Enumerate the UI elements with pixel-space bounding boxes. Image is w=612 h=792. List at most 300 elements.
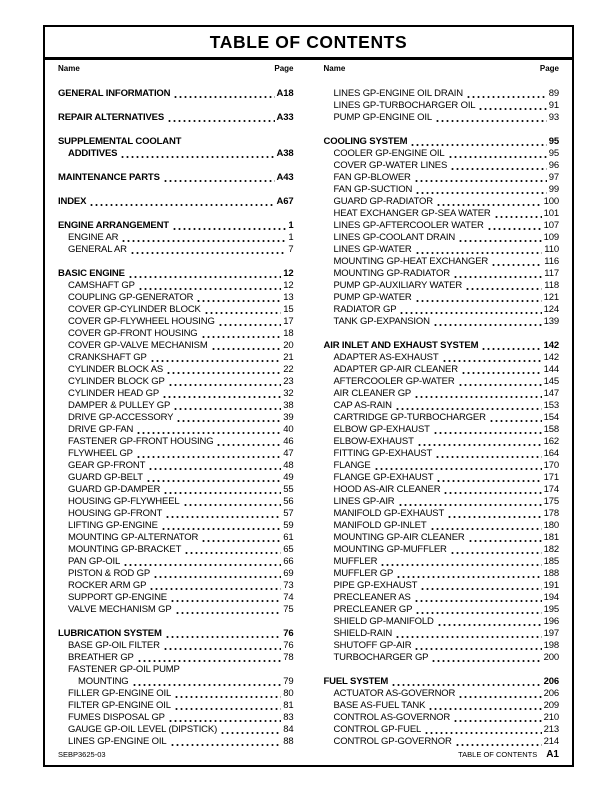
- entry-page: 153: [543, 400, 559, 411]
- toc-entry: [58, 688, 294, 700]
- entry-label: LIFTING GP-ENGINE: [68, 520, 158, 531]
- dot-leader: [395, 400, 542, 410]
- dot-leader: [428, 700, 541, 710]
- entry-label: CONTROL AS-GOVERNOR: [333, 712, 451, 723]
- dot-leader: [161, 520, 281, 530]
- entry-label: TURBOCHARGER GP: [333, 652, 429, 663]
- dot-leader: [89, 196, 274, 206]
- entry-page: 170: [543, 460, 559, 471]
- entry-page: 12: [283, 280, 294, 291]
- entry-page: 1: [288, 220, 294, 231]
- entry-label: FAN GP-BLOWER: [333, 172, 411, 183]
- entry-page: 12: [283, 268, 294, 279]
- entry-page: 76: [283, 628, 294, 639]
- toc-entry: [324, 148, 560, 160]
- entry-page: 158: [543, 424, 559, 435]
- entry-label: ADDITIVES: [68, 148, 118, 159]
- entry-label: PUMP GP-WATER: [333, 292, 412, 303]
- toc-entry: [58, 628, 294, 640]
- dot-leader: [132, 676, 282, 686]
- entry-label: CONTROL GP-GOVERNOR: [333, 736, 452, 747]
- entry-page: A38: [276, 148, 294, 159]
- entry-page: A18: [276, 88, 294, 99]
- toc-entry: [324, 616, 560, 628]
- entry-label: HEAT EXCHANGER GP-SEA WATER: [333, 208, 491, 219]
- dot-leader: [183, 496, 282, 506]
- entry-page: 40: [283, 424, 294, 435]
- dot-leader: [173, 400, 281, 410]
- dot-leader: [436, 472, 541, 482]
- entry-page: 185: [543, 556, 559, 567]
- toc-entry: [324, 340, 560, 352]
- entry-page: 101: [543, 208, 559, 219]
- toc-entry: [58, 244, 294, 256]
- entry-label: SHIELD GP-MANIFOLD: [333, 616, 434, 627]
- dot-leader: [415, 184, 547, 194]
- dot-leader: [166, 364, 281, 374]
- dot-leader: [128, 268, 281, 278]
- entry-page: 57: [283, 508, 294, 519]
- entry-page: 110: [544, 244, 559, 255]
- entry-page: 171: [543, 472, 559, 483]
- dot-leader: [168, 376, 282, 386]
- entry-page: 65: [283, 544, 294, 555]
- toc-entry: [324, 568, 560, 580]
- toc-entry: [324, 556, 560, 568]
- entry-label: LINES GP-COOLANT DRAIN: [333, 232, 456, 243]
- dot-leader: [211, 340, 282, 350]
- entry-label: GUARD GP-DAMPER: [68, 484, 161, 495]
- entry-label: AIR CLEANER GP: [333, 388, 412, 399]
- entry-page: 80: [283, 688, 294, 699]
- dot-leader: [468, 532, 542, 542]
- entry-page: 79: [283, 676, 294, 687]
- entry-label: CAMSHAFT GP: [68, 280, 135, 291]
- dot-leader: [453, 712, 541, 722]
- toc-entry: [58, 292, 294, 304]
- entry-page: 121: [543, 292, 559, 303]
- entry-label: GENERAL INFORMATION: [58, 88, 171, 99]
- entry-label: DRIVE GP-FAN: [68, 424, 134, 435]
- entry-label: AIR INLET AND EXHAUST SYSTEM: [323, 340, 479, 351]
- toc-entry: [58, 724, 294, 736]
- entry-page: 38: [283, 400, 294, 411]
- entry-label: ELBOW GP-EXHAUST: [333, 424, 430, 435]
- dot-leader: [163, 484, 281, 494]
- toc-entry: [58, 652, 294, 664]
- dot-leader: [173, 88, 274, 98]
- dot-leader: [450, 160, 547, 170]
- entry-label: MOUNTING GP-BRACKET: [68, 544, 182, 555]
- toc-entry: [324, 604, 560, 616]
- entry-page: 66: [283, 556, 294, 567]
- toc-entry: [324, 520, 560, 532]
- dot-leader: [204, 304, 281, 314]
- dot-leader: [137, 652, 281, 662]
- dot-leader: [136, 424, 281, 434]
- toc-entry: [324, 376, 560, 388]
- dot-leader: [417, 436, 542, 446]
- toc-entry: [58, 388, 294, 400]
- entry-page: 206: [543, 676, 559, 687]
- entry-label: PIPE GP-EXHAUST: [333, 580, 418, 591]
- toc-entry: [324, 736, 560, 747]
- dot-leader: [163, 172, 275, 182]
- entry-label: PAN GP-OIL: [68, 556, 121, 567]
- dot-leader: [458, 376, 542, 386]
- entry-page: 162: [543, 436, 559, 447]
- toc-entry: [58, 136, 294, 148]
- entry-label: ROCKER ARM GP: [68, 580, 147, 591]
- toc-column-right: [324, 64, 560, 747]
- toc-entry: [324, 88, 560, 100]
- entry-page: 22: [283, 364, 294, 375]
- toc-columns: [45, 60, 572, 747]
- toc-entry: [324, 220, 560, 232]
- toc-entry: [324, 592, 560, 604]
- dot-leader: [420, 580, 541, 590]
- page-footer: [45, 747, 572, 765]
- entry-label: COVER GP-CYLINDER BLOCK: [68, 304, 201, 315]
- column-header-right: [324, 64, 560, 73]
- toc-entry: [324, 580, 560, 592]
- toc-entry: [58, 112, 294, 124]
- toc-entry: [58, 448, 294, 460]
- entry-label: FITTING GP-EXHAUST: [333, 448, 433, 459]
- toc-entry: [58, 352, 294, 364]
- entry-label: COVER GP-FRONT HOUSING: [68, 328, 198, 339]
- dot-leader: [489, 412, 542, 422]
- toc-entry: [58, 664, 294, 676]
- toc-entry: [324, 400, 560, 412]
- toc-entry: [324, 208, 560, 220]
- entry-label: HOUSING GP-FRONT: [68, 508, 163, 519]
- entry-page: 154: [543, 412, 559, 423]
- entry-label: GEAR GP-FRONT: [68, 460, 146, 471]
- toc-entry: [324, 424, 560, 436]
- toc-entry: [324, 292, 560, 304]
- entry-page: 117: [544, 268, 559, 279]
- dot-leader: [436, 196, 542, 206]
- entry-page: 21: [283, 352, 294, 363]
- toc-entry: [58, 508, 294, 520]
- entry-page: 75: [283, 604, 294, 615]
- toc-entry: [324, 232, 560, 244]
- entry-label: PISTON & ROD GP: [68, 568, 151, 579]
- entry-label: MUFFLER: [333, 556, 378, 567]
- toc-entry: [58, 460, 294, 472]
- dot-leader: [398, 496, 542, 506]
- toc-entry: [58, 532, 294, 544]
- toc-entry: [324, 508, 560, 520]
- dot-leader: [201, 328, 282, 338]
- dot-leader: [399, 304, 541, 314]
- toc-entry: [324, 652, 560, 664]
- footer-section-label: TABLE OF CONTENTS: [458, 750, 538, 759]
- dot-leader: [415, 244, 543, 254]
- dot-leader: [149, 580, 281, 590]
- entry-page: 78: [283, 652, 294, 663]
- entry-label: CRANKSHAFT GP: [68, 352, 147, 363]
- toc-entry: [324, 196, 560, 208]
- entry-label: MOUNTING: [78, 676, 129, 687]
- toc-entries-left: [58, 88, 294, 747]
- dot-leader: [437, 616, 542, 626]
- entry-label: VALVE MECHANISM GP: [68, 604, 172, 615]
- dot-leader: [447, 508, 541, 518]
- entry-page: 97: [548, 172, 559, 183]
- entry-label: COVER GP-FLYWHEEL HOUSING: [68, 316, 215, 327]
- dot-leader: [414, 640, 541, 650]
- dot-leader: [121, 232, 286, 242]
- entry-page: 142: [543, 352, 559, 363]
- entry-page: 76: [283, 640, 294, 651]
- entry-label: LINES GP-AFTERCOOLER WATER: [333, 220, 484, 231]
- entry-label: MANIFOLD GP-INLET: [333, 520, 427, 531]
- entry-page: A67: [276, 196, 294, 207]
- entry-page: A33: [276, 112, 294, 123]
- dot-leader: [430, 520, 542, 530]
- entry-label: FAN GP-SUCTION: [333, 184, 413, 195]
- entry-label: RADIATOR GP: [333, 304, 397, 315]
- toc-entry: [58, 580, 294, 592]
- dot-leader: [175, 604, 282, 614]
- dot-leader: [458, 688, 541, 698]
- entry-label: ACTUATOR AS-GOVERNOR: [333, 688, 456, 699]
- toc-entry: [324, 268, 560, 280]
- dot-leader: [455, 736, 542, 746]
- toc-entry: [324, 460, 560, 472]
- entry-label: CONTROL GP-FUEL: [333, 724, 422, 735]
- dot-leader: [491, 256, 542, 266]
- dot-leader: [395, 628, 542, 638]
- toc-entry: [324, 280, 560, 292]
- entry-page: 56: [283, 496, 294, 507]
- dot-leader: [448, 148, 547, 158]
- dot-leader: [138, 280, 281, 290]
- entry-page: 88: [283, 736, 294, 747]
- toc-entry: [58, 220, 294, 232]
- entry-label: SHIELD-RAIN: [333, 628, 393, 639]
- dot-leader: [415, 604, 541, 614]
- entry-page: 39: [283, 412, 294, 423]
- entry-label: ENGINE ARRANGEMENT: [58, 220, 169, 231]
- document-number: SEBP3625-03: [58, 750, 106, 759]
- dot-leader: [167, 112, 274, 122]
- dot-leader: [163, 640, 281, 650]
- entry-label: COVER GP-VALVE MECHANISM: [68, 340, 208, 351]
- toc-entry: [58, 556, 294, 568]
- entry-label: TANK GP-EXPANSION: [333, 316, 430, 327]
- entry-page: 17: [283, 316, 294, 327]
- dot-leader: [414, 388, 541, 398]
- dot-leader: [391, 676, 541, 686]
- entry-page: 32: [283, 388, 294, 399]
- toc-frame: [43, 25, 574, 767]
- toc-entry: [58, 520, 294, 532]
- toc-entry: [324, 436, 560, 448]
- dot-leader: [165, 508, 281, 518]
- entry-label: MOUNTING GP-AIR CLEANER: [333, 532, 465, 543]
- toc-entry: [58, 316, 294, 328]
- dot-leader: [216, 436, 281, 446]
- entry-page: 91: [548, 100, 559, 111]
- entry-page: 61: [283, 532, 294, 543]
- entry-label: FLANGE: [333, 460, 371, 471]
- entry-page: 7: [288, 244, 294, 255]
- entry-page: 174: [543, 484, 559, 495]
- entry-label: ADAPTER GP-AIR CLEANER: [333, 364, 458, 375]
- toc-entry: [324, 472, 560, 484]
- toc-entry: [58, 544, 294, 556]
- entry-label: SUPPORT GP-ENGINE: [68, 592, 167, 603]
- entry-label: CARTRIDGE GP-TURBOCHARGER: [333, 412, 486, 423]
- entry-label: FASTENER GP-FRONT HOUSING: [68, 436, 214, 447]
- entry-page: 59: [283, 520, 294, 531]
- toc-entry: [324, 184, 560, 196]
- entry-label: COUPLING GP-GENERATOR: [68, 292, 194, 303]
- entry-label: GUARD GP-RADIATOR: [333, 196, 433, 207]
- dot-leader: [148, 460, 281, 470]
- entry-label: CYLINDER HEAD GP: [68, 388, 160, 399]
- entry-page: 55: [283, 484, 294, 495]
- column-header-name: Name: [58, 64, 80, 73]
- entry-label: REPAIR ALTERNATIVES: [58, 112, 165, 123]
- entry-page: 194: [543, 592, 559, 603]
- entry-label: SUPPLEMENTAL COOLANT: [58, 136, 182, 147]
- dot-leader: [481, 340, 541, 350]
- toc-entry: [324, 256, 560, 268]
- toc-entry: [58, 604, 294, 616]
- entry-label: ELBOW-EXHAUST: [333, 436, 414, 447]
- toc-entry: [324, 676, 560, 688]
- entry-page: 124: [543, 304, 559, 315]
- dot-leader: [380, 556, 541, 566]
- entry-page: 20: [283, 340, 294, 351]
- entry-page: 196: [543, 616, 559, 627]
- toc-entry: [58, 436, 294, 448]
- entry-page: 109: [543, 232, 559, 243]
- dot-leader: [146, 472, 281, 482]
- entry-page: 69: [283, 568, 294, 579]
- entry-label: INDEX: [58, 196, 87, 207]
- entry-page: 144: [543, 364, 559, 375]
- entry-label: ADAPTER AS-EXHAUST: [333, 352, 439, 363]
- dot-leader: [433, 316, 542, 326]
- toc-entry: [58, 640, 294, 652]
- entry-page: 73: [283, 580, 294, 591]
- entry-page: 214: [543, 736, 559, 747]
- toc-entry: [324, 448, 560, 460]
- entry-label: LINES GP-WATER: [333, 244, 412, 255]
- dot-leader: [176, 412, 281, 422]
- entry-label: FUMES DISPOSAL GP: [68, 712, 165, 723]
- dot-leader: [461, 364, 542, 374]
- entry-page: 195: [543, 604, 559, 615]
- dot-leader: [165, 628, 281, 638]
- toc-column-left: [58, 64, 294, 747]
- dot-leader: [174, 700, 281, 710]
- entry-label: FILLER GP-ENGINE OIL: [68, 688, 172, 699]
- dot-leader: [453, 268, 542, 278]
- dot-leader: [494, 208, 542, 218]
- footer-page-number: A1: [546, 749, 559, 760]
- entry-page: 18: [283, 328, 294, 339]
- dot-leader: [465, 280, 542, 290]
- dot-leader: [150, 352, 282, 362]
- entry-label: CYLINDER BLOCK GP: [68, 376, 165, 387]
- entry-label: MOUNTING GP-RADIATOR: [333, 268, 450, 279]
- entry-page: 209: [543, 700, 559, 711]
- dot-leader: [170, 736, 282, 746]
- toc-entry: [58, 484, 294, 496]
- entry-page: 95: [548, 148, 559, 159]
- column-header-left: [58, 64, 294, 73]
- dot-leader: [184, 544, 281, 554]
- toc-entries-right: [324, 88, 560, 747]
- dot-leader: [431, 652, 541, 662]
- toc-entry: [324, 352, 560, 364]
- toc-entry: [58, 304, 294, 316]
- entry-label: PUMP GP-AUXILIARY WATER: [333, 280, 463, 291]
- entry-page: 93: [548, 112, 559, 123]
- entry-page: 164: [543, 448, 559, 459]
- entry-label: FLANGE GP-EXHAUST: [333, 472, 434, 483]
- entry-page: 107: [543, 220, 559, 231]
- dot-leader: [218, 316, 282, 326]
- entry-label: CYLINDER BLOCK AS: [68, 364, 164, 375]
- entry-label: DAMPER & PULLEY GP: [68, 400, 171, 411]
- toc-entry: [324, 304, 560, 316]
- toc-entry: [324, 100, 560, 112]
- entry-label: LUBRICATION SYSTEM: [58, 628, 162, 639]
- entry-label: COOLING SYSTEM: [323, 136, 408, 147]
- entry-label: AFTERCOOLER GP-WATER: [333, 376, 455, 387]
- toc-entry: [58, 412, 294, 424]
- page-title: TABLE OF CONTENTS: [45, 27, 572, 60]
- toc-entry: [58, 148, 294, 160]
- entry-page: 96: [548, 160, 559, 171]
- toc-entry: [58, 268, 294, 280]
- entry-label: MOUNTING GP-ALTERNATOR: [68, 532, 199, 543]
- toc-entry: [58, 472, 294, 484]
- entry-page: 1: [288, 232, 294, 243]
- entry-label: GAUGE GP-OIL LEVEL (DIPSTICK): [68, 724, 218, 735]
- dot-leader: [174, 688, 281, 698]
- entry-page: A43: [276, 172, 294, 183]
- toc-entry: [324, 628, 560, 640]
- entry-page: 84: [283, 724, 294, 735]
- toc-entry: [58, 400, 294, 412]
- dot-leader: [153, 568, 281, 578]
- entry-page: 198: [543, 640, 559, 651]
- entry-label: MOUNTING GP-MUFFLER: [333, 544, 447, 555]
- entry-label: FASTENER GP-OIL PUMP: [68, 664, 180, 675]
- toc-entry: [324, 172, 560, 184]
- toc-entry: [58, 676, 294, 688]
- entry-page: 46: [283, 436, 294, 447]
- entry-label: FILTER GP-ENGINE OIL: [68, 700, 171, 711]
- toc-entry: [324, 136, 560, 148]
- toc-entry: [58, 592, 294, 604]
- dot-leader: [435, 448, 541, 458]
- dot-leader: [414, 172, 547, 182]
- entry-page: 145: [543, 376, 559, 387]
- toc-entry: [324, 244, 560, 256]
- entry-page: 48: [283, 460, 294, 471]
- entry-label: CAP AS-RAIN: [333, 400, 392, 411]
- dot-leader: [123, 556, 281, 566]
